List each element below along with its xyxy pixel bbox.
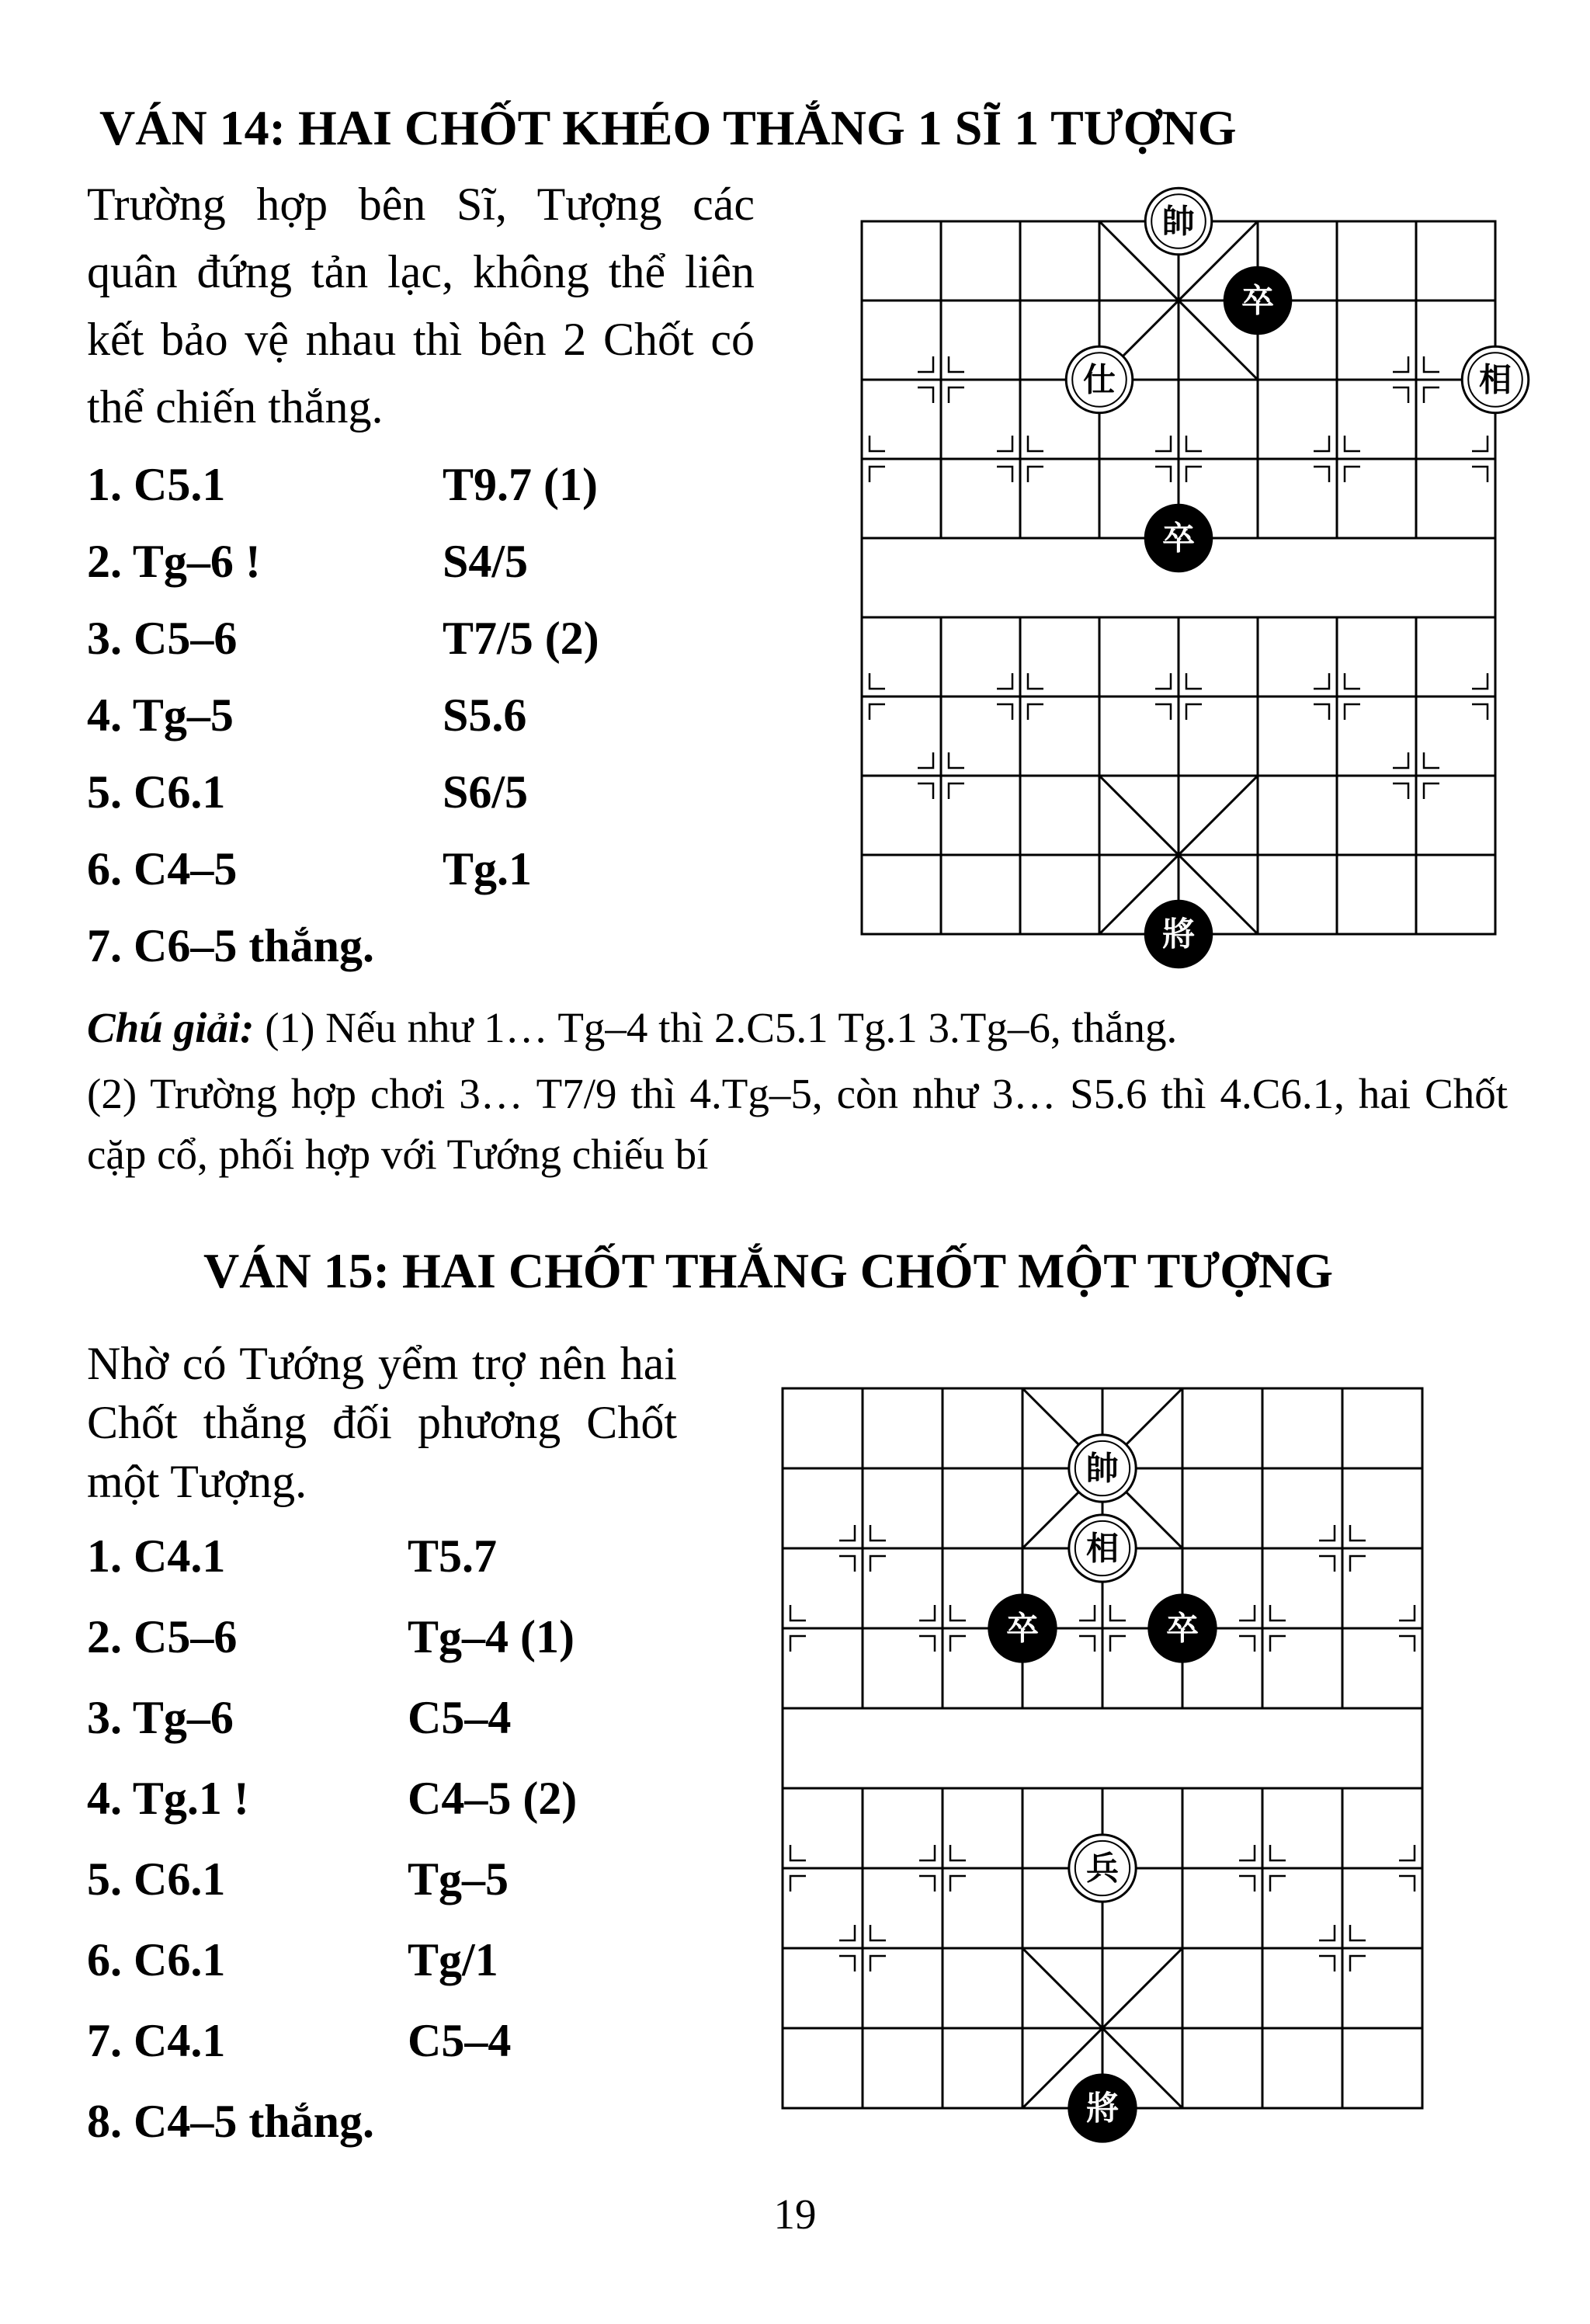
position-marker [1399, 1876, 1415, 1892]
page-number: 19 [773, 2190, 817, 2238]
move-red: 4. Tg.1 ! [87, 1773, 249, 1824]
position-marker [870, 436, 885, 451]
move-black: T7/5 (2) [443, 613, 599, 664]
black-piece [989, 1595, 1056, 1662]
position-marker [919, 1876, 935, 1892]
game-14-intro: Trường hợp bên Sĩ, Tượng các quân đứng tản lạc, không thể liên kết bảo vệ nhau thì bên 2 Chốt có thể chiến thắng. [87, 179, 755, 432]
position-marker [1239, 1876, 1255, 1892]
position-marker [1345, 436, 1360, 451]
position-marker [870, 467, 885, 482]
position-marker [949, 356, 964, 372]
position-marker [1270, 1605, 1286, 1621]
move-red: 3. C5–6 [87, 613, 238, 664]
position-marker [1345, 673, 1360, 689]
position-marker [950, 1636, 966, 1652]
position-marker [790, 1845, 806, 1860]
position-marker [1270, 1845, 1286, 1860]
position-marker [1472, 436, 1488, 451]
position-marker [1314, 673, 1329, 689]
position-marker [1314, 436, 1329, 451]
game-15-intro: Nhờ có Tướng yểm trợ nên hai Chốt thắng đối phương Chốt một Tượng. [87, 1338, 677, 1507]
piece-label: 相 [1085, 1529, 1120, 1568]
move-black: S4/5 [443, 536, 529, 587]
notes-label: Chú giải: [87, 1004, 255, 1051]
position-marker [1472, 673, 1488, 689]
position-marker [1350, 1925, 1366, 1940]
move-black: Tg–5 [408, 1853, 509, 1905]
position-marker [918, 356, 933, 372]
move-red: 8. C4–5 thắng. [87, 2096, 375, 2147]
position-marker [950, 1876, 966, 1892]
move-black: C4–5 (2) [408, 1773, 578, 1824]
position-marker [1028, 673, 1043, 689]
position-marker [1314, 704, 1329, 720]
position-marker [839, 1556, 855, 1572]
position-marker [1110, 1605, 1126, 1621]
piece-label: 卒 [1241, 281, 1275, 320]
position-marker [790, 1605, 806, 1621]
position-marker [1186, 436, 1202, 451]
position-marker [1239, 1605, 1255, 1621]
position-marker [1424, 752, 1439, 768]
move-red: 2. Tg–6 ! [87, 536, 261, 587]
black-piece [1145, 901, 1212, 967]
move-black: T5.7 [408, 1530, 498, 1582]
position-marker [870, 1525, 886, 1541]
position-marker [1399, 1636, 1415, 1652]
white-piece [1462, 346, 1529, 413]
piece-label: 卒 [1161, 519, 1196, 558]
position-marker [950, 1605, 966, 1621]
position-marker [839, 1956, 855, 1971]
position-marker [1399, 1605, 1415, 1621]
piece-label: 將 [1085, 2089, 1120, 2128]
position-marker [949, 752, 964, 768]
move-red: 4. Tg–5 [87, 690, 234, 741]
position-marker [1155, 704, 1171, 720]
position-marker [1350, 1556, 1366, 1572]
game-15-title: VÁN 15: HAI CHỐT THẮNG CHỐT MỘT TƯỢNG [203, 1243, 1333, 1298]
position-marker [1028, 436, 1043, 451]
move-red: 5. C6.1 [87, 766, 226, 818]
move-red: 7. C6–5 thắng. [87, 920, 375, 971]
position-marker [1472, 704, 1488, 720]
position-marker [919, 1636, 935, 1652]
position-marker [919, 1845, 935, 1860]
position-marker [1350, 1525, 1366, 1541]
position-marker [870, 1925, 886, 1940]
move-black: S6/5 [443, 766, 529, 818]
position-marker [870, 1956, 886, 1971]
position-marker [1393, 356, 1408, 372]
position-marker [1155, 673, 1171, 689]
piece-label: 卒 [1005, 1609, 1040, 1648]
position-marker [1186, 704, 1202, 720]
position-marker [839, 1525, 855, 1541]
position-marker [870, 673, 885, 689]
position-marker [1350, 1956, 1366, 1971]
position-marker [1239, 1636, 1255, 1652]
position-marker [790, 1636, 806, 1652]
game-14-note-2: (2) Trường hợp chơi 3… T7/9 thì 4.Tg–5, còn như 3… S5.6 thì 4.C6.1, hai Chốt cặp cổ, phối hợp với Tướng chiếu bí [87, 1070, 1508, 1178]
position-marker [1028, 467, 1043, 482]
black-piece [1069, 2075, 1136, 2142]
move-red: 1. C5.1 [87, 459, 226, 510]
move-red: 6. C6.1 [87, 1934, 226, 1985]
black-piece [1224, 267, 1291, 334]
board-grid [862, 221, 1495, 934]
position-marker [1393, 783, 1408, 799]
move-black: Tg/1 [408, 1934, 498, 1985]
position-marker [919, 1605, 935, 1621]
position-marker [949, 387, 964, 403]
position-marker [1424, 783, 1439, 799]
white-piece [1069, 1435, 1136, 1502]
position-marker [1393, 752, 1408, 768]
move-black: T9.7 (1) [443, 459, 598, 510]
position-marker [839, 1925, 855, 1940]
position-marker [1239, 1845, 1255, 1860]
position-marker [1270, 1876, 1286, 1892]
position-marker [950, 1845, 966, 1860]
move-black: Tg.1 [443, 843, 533, 895]
white-piece [1069, 1515, 1136, 1582]
move-red: 1. C4.1 [87, 1530, 226, 1582]
position-marker [1424, 356, 1439, 372]
position-marker [1314, 467, 1329, 482]
position-marker [997, 436, 1012, 451]
game-14-board [831, 179, 1514, 994]
position-marker [1028, 704, 1043, 720]
position-marker [918, 783, 933, 799]
game-15-board [753, 1343, 1436, 2159]
position-marker [918, 752, 933, 768]
position-marker [1186, 673, 1202, 689]
white-piece [1066, 346, 1133, 413]
piece-label: 帥 [1085, 1449, 1120, 1488]
move-red: 6. C4–5 [87, 843, 238, 895]
piece-label: 將 [1161, 915, 1196, 954]
position-marker [1079, 1636, 1095, 1652]
move-black: C5–4 [408, 2015, 512, 2066]
position-marker [1319, 1956, 1335, 1971]
position-marker [870, 1556, 886, 1572]
position-marker [1345, 704, 1360, 720]
piece-label: 兵 [1085, 1849, 1120, 1888]
game-14-title: VÁN 14: HAI CHỐT KHÉO THẮNG 1 SĨ 1 TƯỢNG [99, 100, 1237, 155]
position-marker [1186, 467, 1202, 482]
position-marker [1079, 1605, 1095, 1621]
position-marker [997, 673, 1012, 689]
position-marker [790, 1876, 806, 1892]
position-marker [1319, 1525, 1335, 1541]
position-marker [1155, 467, 1171, 482]
piece-label: 相 [1478, 360, 1512, 399]
position-marker [918, 387, 933, 403]
white-piece [1145, 188, 1212, 255]
move-red: 7. C4.1 [87, 2015, 226, 2066]
move-black: Tg–4 (1) [408, 1611, 575, 1662]
move-red: 3. Tg–6 [87, 1692, 234, 1743]
position-marker [1393, 387, 1408, 403]
position-marker [1345, 467, 1360, 482]
position-marker [1319, 1556, 1335, 1572]
piece-label: 卒 [1165, 1609, 1199, 1648]
move-black: C5–4 [408, 1692, 512, 1743]
note-1-text: (1) Nếu như 1… Tg–4 thì 2.C5.1 Tg.1 3.Tg–6, thắng. [265, 1004, 1178, 1051]
position-marker [1110, 1636, 1126, 1652]
position-marker [1155, 436, 1171, 451]
position-marker [1270, 1636, 1286, 1652]
piece-label: 帥 [1161, 202, 1196, 241]
position-marker [949, 783, 964, 799]
position-marker [997, 467, 1012, 482]
white-piece [1069, 1835, 1136, 1902]
position-marker [870, 704, 885, 720]
move-black: S5.6 [443, 690, 527, 741]
move-red: 2. C5–6 [87, 1611, 238, 1662]
game-14-note-1 [87, 998, 1515, 1058]
position-marker [1399, 1845, 1415, 1860]
move-red: 5. C6.1 [87, 1853, 226, 1905]
position-marker [1319, 1925, 1335, 1940]
black-piece [1145, 505, 1212, 571]
piece-label: 仕 [1082, 360, 1116, 399]
position-marker [1472, 467, 1488, 482]
position-marker [997, 704, 1012, 720]
black-piece [1149, 1595, 1216, 1662]
position-marker [1424, 387, 1439, 403]
